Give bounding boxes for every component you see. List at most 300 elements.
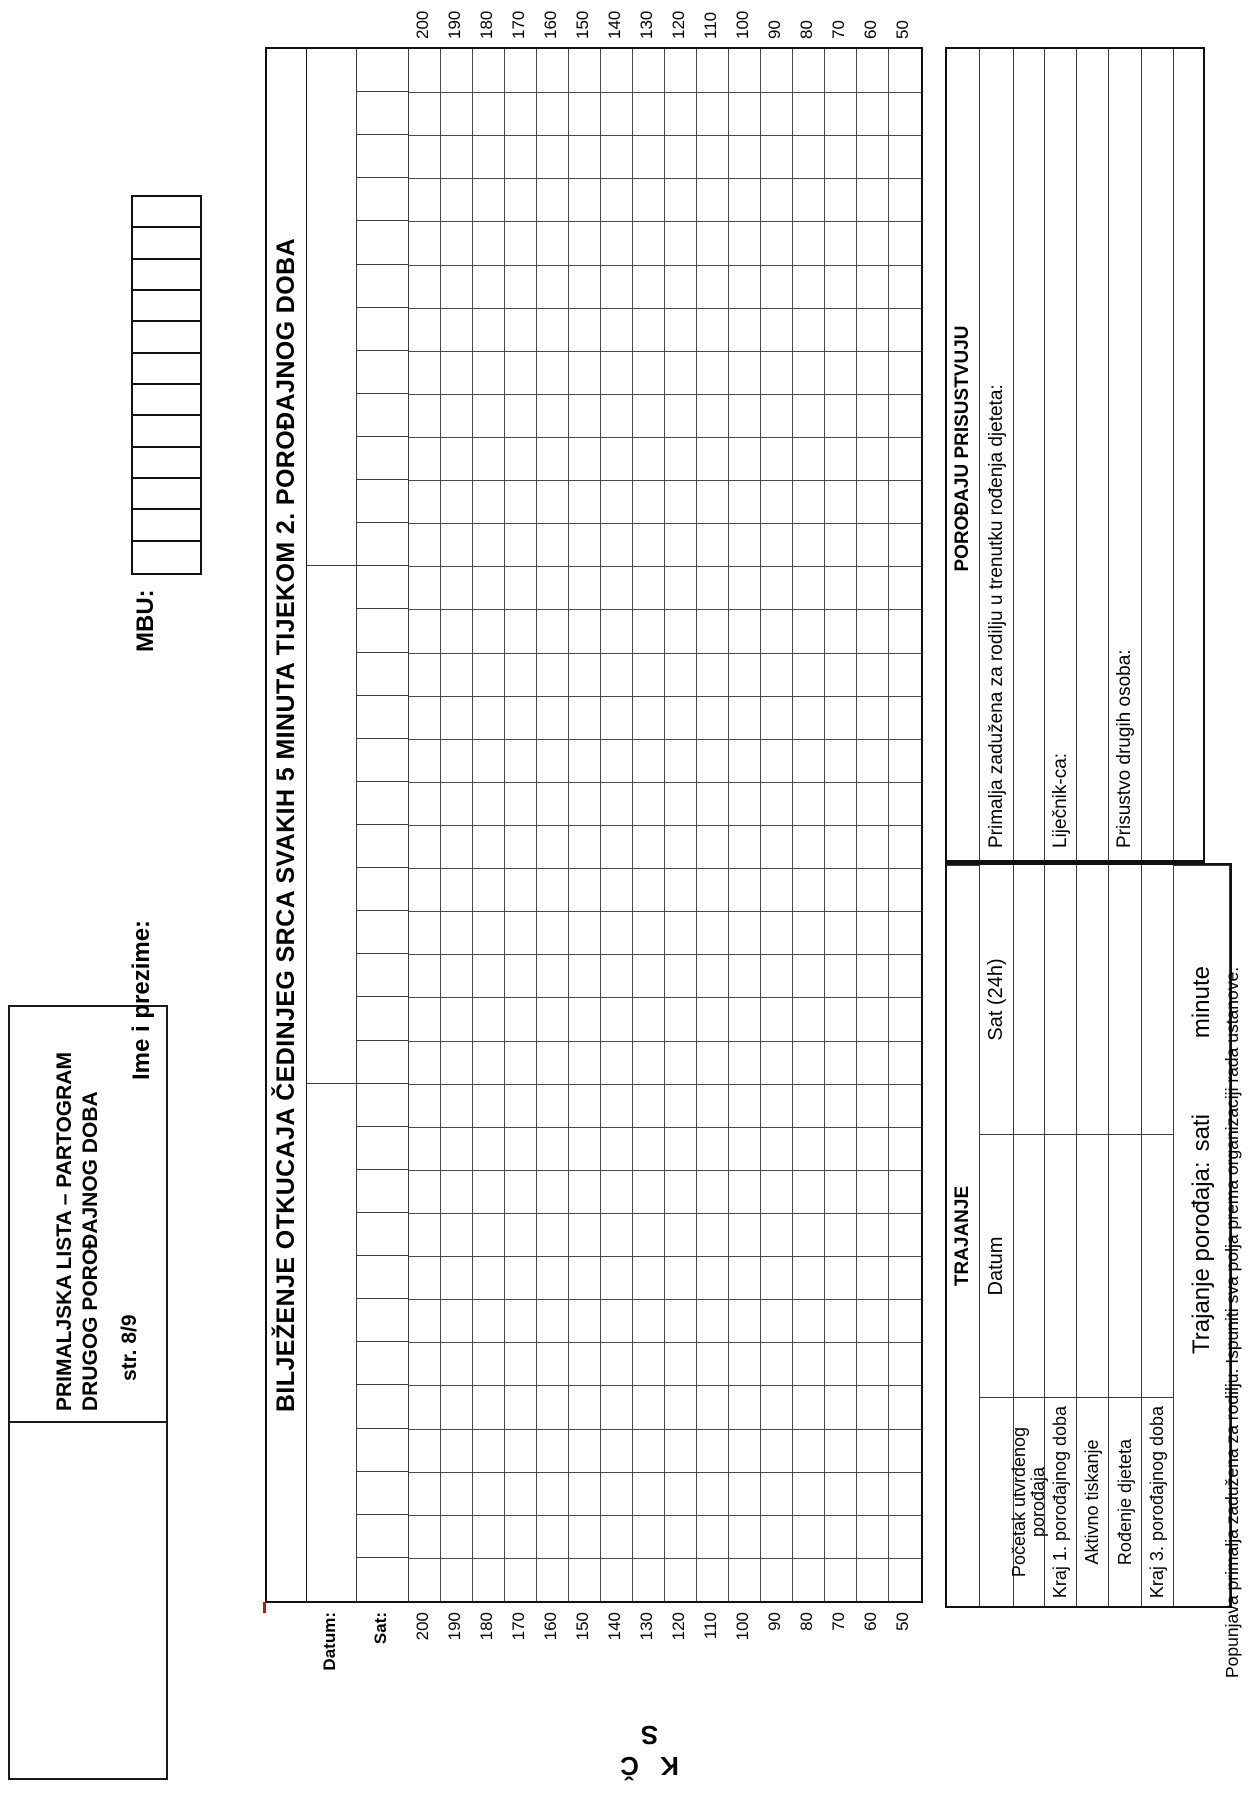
grid-cell[interactable]: [633, 1299, 665, 1342]
grid-cell[interactable]: [697, 1084, 729, 1127]
grid-cell[interactable]: [857, 523, 889, 566]
grid-cell[interactable]: [889, 954, 921, 997]
grid-cell[interactable]: [665, 221, 697, 264]
grid-cell[interactable]: [793, 437, 825, 480]
grid-cell[interactable]: [761, 868, 793, 911]
grid-cell[interactable]: [761, 135, 793, 178]
grid-cell[interactable]: [761, 911, 793, 954]
grid-cell[interactable]: [889, 1429, 921, 1472]
grid-cell[interactable]: [729, 1170, 761, 1213]
trajanje-sat-cell[interactable]: [1142, 865, 1174, 1134]
grid-cell[interactable]: [665, 911, 697, 954]
grid-cell[interactable]: [601, 653, 633, 696]
grid-cell[interactable]: [505, 135, 537, 178]
grid-cell[interactable]: [665, 1515, 697, 1558]
mbu-digit-cell[interactable]: [133, 197, 200, 228]
grid-cell[interactable]: [409, 1299, 441, 1342]
grid-cell[interactable]: [761, 221, 793, 264]
grid-cell[interactable]: [441, 1299, 473, 1342]
grid-cell[interactable]: [569, 1256, 601, 1299]
grid-cell[interactable]: [729, 696, 761, 739]
grid-cell[interactable]: [441, 308, 473, 351]
grid-cell[interactable]: [537, 178, 569, 221]
grid-cell[interactable]: [601, 265, 633, 308]
grid-cell[interactable]: [409, 1084, 441, 1127]
grid-cell[interactable]: [537, 1342, 569, 1385]
grid-cell[interactable]: [889, 1472, 921, 1515]
grid-cell[interactable]: [601, 1385, 633, 1428]
grid-cell[interactable]: [857, 566, 889, 609]
grid-cell[interactable]: [857, 911, 889, 954]
grid-cell[interactable]: [569, 1429, 601, 1472]
grid-cell[interactable]: [537, 825, 569, 868]
grid-cell[interactable]: [569, 868, 601, 911]
sat-time-cell[interactable]: [357, 265, 408, 308]
grid-cell[interactable]: [633, 1041, 665, 1084]
grid-cell[interactable]: [889, 1213, 921, 1256]
grid-cell[interactable]: [441, 1472, 473, 1515]
grid-cell[interactable]: [633, 308, 665, 351]
grid-cell[interactable]: [889, 696, 921, 739]
grid-cell[interactable]: [793, 49, 825, 92]
grid-cell[interactable]: [505, 1256, 537, 1299]
mbu-digit-cell[interactable]: [133, 542, 200, 573]
grid-cell[interactable]: [889, 997, 921, 1040]
grid-cell[interactable]: [505, 1084, 537, 1127]
prisustvuju-write-row[interactable]: [1142, 49, 1174, 860]
grid-cell[interactable]: [537, 954, 569, 997]
grid-cell[interactable]: [825, 1299, 857, 1342]
grid-cell[interactable]: [761, 739, 793, 782]
grid-cell[interactable]: [665, 739, 697, 782]
grid-cell[interactable]: [857, 221, 889, 264]
grid-cell[interactable]: [857, 1429, 889, 1472]
grid-cell[interactable]: [505, 523, 537, 566]
grid-cell[interactable]: [601, 1213, 633, 1256]
grid-cell[interactable]: [441, 609, 473, 652]
grid-cell[interactable]: [569, 653, 601, 696]
grid-cell[interactable]: [761, 1429, 793, 1472]
grid-cell[interactable]: [441, 1213, 473, 1256]
grid-cell[interactable]: [889, 911, 921, 954]
grid-cell[interactable]: [889, 1084, 921, 1127]
grid-cell[interactable]: [857, 178, 889, 221]
grid-cell[interactable]: [409, 1256, 441, 1299]
grid-cell[interactable]: [505, 825, 537, 868]
grid-cell[interactable]: [409, 394, 441, 437]
grid-cell[interactable]: [601, 1127, 633, 1170]
grid-cell[interactable]: [537, 911, 569, 954]
grid-cell[interactable]: [537, 1515, 569, 1558]
grid-cell[interactable]: [697, 739, 729, 782]
grid-cell[interactable]: [473, 1256, 505, 1299]
grid-cell[interactable]: [633, 566, 665, 609]
grid-cell[interactable]: [505, 1127, 537, 1170]
grid-cell[interactable]: [761, 178, 793, 221]
sat-time-cell[interactable]: [357, 1084, 408, 1127]
grid-cell[interactable]: [441, 92, 473, 135]
grid-cell[interactable]: [793, 696, 825, 739]
grid-cell[interactable]: [825, 437, 857, 480]
grid-cell[interactable]: [409, 480, 441, 523]
grid-cell[interactable]: [569, 1472, 601, 1515]
grid-cell[interactable]: [409, 221, 441, 264]
grid-cell[interactable]: [825, 135, 857, 178]
grid-cell[interactable]: [601, 92, 633, 135]
grid-cell[interactable]: [569, 1213, 601, 1256]
grid-cell[interactable]: [409, 997, 441, 1040]
sat-time-cell[interactable]: [357, 954, 408, 997]
grid-cell[interactable]: [537, 997, 569, 1040]
grid-cell[interactable]: [473, 221, 505, 264]
grid-cell[interactable]: [697, 997, 729, 1040]
mbu-digit-cell[interactable]: [133, 354, 200, 385]
grid-cell[interactable]: [857, 1472, 889, 1515]
grid-cell[interactable]: [473, 1213, 505, 1256]
grid-cell[interactable]: [729, 1429, 761, 1472]
grid-cell[interactable]: [697, 351, 729, 394]
grid-cell[interactable]: [537, 1213, 569, 1256]
grid-cell[interactable]: [409, 868, 441, 911]
grid-cell[interactable]: [665, 351, 697, 394]
grid-cell[interactable]: [441, 1342, 473, 1385]
grid-cell[interactable]: [505, 265, 537, 308]
prisustvuju-write-row[interactable]: [1174, 49, 1203, 860]
grid-cell[interactable]: [505, 1515, 537, 1558]
grid-cell[interactable]: [569, 178, 601, 221]
grid-cell[interactable]: [761, 825, 793, 868]
grid-cell[interactable]: [889, 1515, 921, 1558]
grid-cell[interactable]: [537, 609, 569, 652]
grid-cell[interactable]: [761, 1084, 793, 1127]
grid-cell[interactable]: [793, 954, 825, 997]
grid-cell[interactable]: [793, 653, 825, 696]
grid-cell[interactable]: [857, 480, 889, 523]
grid-cell[interactable]: [409, 265, 441, 308]
grid-cell[interactable]: [473, 351, 505, 394]
grid-cell[interactable]: [697, 868, 729, 911]
grid-cell[interactable]: [793, 1558, 825, 1601]
grid-cell[interactable]: [697, 437, 729, 480]
grid-cell[interactable]: [441, 135, 473, 178]
grid-cell[interactable]: [601, 135, 633, 178]
grid-cell[interactable]: [857, 1127, 889, 1170]
grid-cell[interactable]: [537, 351, 569, 394]
grid-cell[interactable]: [761, 351, 793, 394]
sat-time-cell[interactable]: [357, 221, 408, 264]
grid-cell[interactable]: [441, 739, 473, 782]
grid-cell[interactable]: [569, 997, 601, 1040]
grid-cell[interactable]: [729, 480, 761, 523]
grid-cell[interactable]: [857, 135, 889, 178]
grid-cell[interactable]: [665, 954, 697, 997]
grid-cell[interactable]: [697, 178, 729, 221]
grid-cell[interactable]: [473, 782, 505, 825]
prisustvuju-write-row[interactable]: [1014, 49, 1045, 860]
grid-cell[interactable]: [665, 868, 697, 911]
grid-cell[interactable]: [633, 696, 665, 739]
grid-cell[interactable]: [473, 1342, 505, 1385]
sat-time-cell[interactable]: [357, 825, 408, 868]
grid-cell[interactable]: [633, 265, 665, 308]
grid-cell[interactable]: [793, 1342, 825, 1385]
datum-segment-cell[interactable]: [307, 566, 356, 1083]
grid-cell[interactable]: [473, 523, 505, 566]
grid-cell[interactable]: [889, 1127, 921, 1170]
grid-cell[interactable]: [697, 1256, 729, 1299]
grid-cell[interactable]: [665, 308, 697, 351]
grid-cell[interactable]: [537, 739, 569, 782]
grid-cell[interactable]: [857, 308, 889, 351]
grid-cell[interactable]: [889, 566, 921, 609]
grid-cell[interactable]: [729, 566, 761, 609]
grid-cell[interactable]: [633, 911, 665, 954]
grid-cell[interactable]: [761, 1170, 793, 1213]
grid-cell[interactable]: [505, 954, 537, 997]
grid-cell[interactable]: [793, 394, 825, 437]
grid-cell[interactable]: [601, 1342, 633, 1385]
grid-cell[interactable]: [889, 523, 921, 566]
grid-cell[interactable]: [825, 825, 857, 868]
grid-cell[interactable]: [825, 480, 857, 523]
grid-cell[interactable]: [473, 1170, 505, 1213]
grid-cell[interactable]: [537, 480, 569, 523]
grid-cell[interactable]: [569, 1170, 601, 1213]
grid-cell[interactable]: [633, 954, 665, 997]
sat-time-cell[interactable]: [357, 351, 408, 394]
grid-cell[interactable]: [505, 1472, 537, 1515]
grid-cell[interactable]: [601, 178, 633, 221]
grid-cell[interactable]: [825, 1213, 857, 1256]
grid-cell[interactable]: [825, 1084, 857, 1127]
grid-cell[interactable]: [505, 1385, 537, 1428]
grid-cell[interactable]: [505, 394, 537, 437]
grid-cell[interactable]: [761, 92, 793, 135]
grid-cell[interactable]: [505, 782, 537, 825]
grid-cell[interactable]: [665, 1041, 697, 1084]
grid-cell[interactable]: [889, 739, 921, 782]
grid-cell[interactable]: [409, 782, 441, 825]
grid-cell[interactable]: [825, 868, 857, 911]
grid-cell[interactable]: [889, 1385, 921, 1428]
grid-cell[interactable]: [409, 1385, 441, 1428]
grid-cell[interactable]: [633, 480, 665, 523]
grid-cell[interactable]: [889, 437, 921, 480]
grid-cell[interactable]: [633, 437, 665, 480]
grid-cell[interactable]: [601, 739, 633, 782]
mbu-digit-cell[interactable]: [133, 260, 200, 291]
grid-cell[interactable]: [441, 437, 473, 480]
grid-cell[interactable]: [665, 265, 697, 308]
grid-cell[interactable]: [857, 1299, 889, 1342]
grid-cell[interactable]: [537, 265, 569, 308]
grid-cell[interactable]: [601, 782, 633, 825]
grid-cell[interactable]: [761, 696, 793, 739]
grid-cell[interactable]: [825, 1429, 857, 1472]
grid-cell[interactable]: [633, 1127, 665, 1170]
grid-cell[interactable]: [537, 868, 569, 911]
grid-cell[interactable]: [665, 609, 697, 652]
grid-cell[interactable]: [857, 1084, 889, 1127]
grid-cell[interactable]: [889, 265, 921, 308]
sat-time-cell[interactable]: [357, 609, 408, 652]
grid-cell[interactable]: [665, 178, 697, 221]
grid-cell[interactable]: [537, 1256, 569, 1299]
grid-cell[interactable]: [601, 954, 633, 997]
grid-cell[interactable]: [857, 49, 889, 92]
trajanje-sat-cell[interactable]: [1045, 865, 1077, 1134]
grid-cell[interactable]: [601, 394, 633, 437]
grid-cell[interactable]: [825, 1515, 857, 1558]
grid-cell[interactable]: [761, 566, 793, 609]
grid-cell[interactable]: [697, 1558, 729, 1601]
grid-cell[interactable]: [889, 49, 921, 92]
grid-cell[interactable]: [729, 1515, 761, 1558]
grid-cell[interactable]: [697, 1041, 729, 1084]
grid-cell[interactable]: [601, 1170, 633, 1213]
grid-cell[interactable]: [697, 1127, 729, 1170]
grid-cell[interactable]: [569, 739, 601, 782]
sat-time-cell[interactable]: [357, 394, 408, 437]
sat-time-cell[interactable]: [357, 308, 408, 351]
grid-cell[interactable]: [601, 437, 633, 480]
grid-cell[interactable]: [537, 1558, 569, 1601]
grid-cell[interactable]: [473, 178, 505, 221]
grid-cell[interactable]: [569, 265, 601, 308]
grid-cell[interactable]: [761, 394, 793, 437]
grid-cell[interactable]: [633, 394, 665, 437]
grid-cell[interactable]: [825, 49, 857, 92]
grid-cell[interactable]: [537, 437, 569, 480]
grid-cell[interactable]: [889, 394, 921, 437]
grid-cell[interactable]: [569, 523, 601, 566]
mbu-digit-cell[interactable]: [133, 479, 200, 510]
grid-cell[interactable]: [825, 653, 857, 696]
grid-cell[interactable]: [697, 782, 729, 825]
grid-cell[interactable]: [505, 868, 537, 911]
grid-cell[interactable]: [505, 1299, 537, 1342]
grid-cell[interactable]: [441, 265, 473, 308]
grid-cell[interactable]: [569, 825, 601, 868]
grid-cell[interactable]: [569, 1342, 601, 1385]
grid-cell[interactable]: [729, 178, 761, 221]
grid-cell[interactable]: [889, 868, 921, 911]
grid-cell[interactable]: [857, 653, 889, 696]
sat-time-cell[interactable]: [357, 1515, 408, 1558]
grid-cell[interactable]: [665, 92, 697, 135]
grid-cell[interactable]: [601, 308, 633, 351]
grid-cell[interactable]: [793, 221, 825, 264]
grid-cell[interactable]: [633, 1515, 665, 1558]
grid-cell[interactable]: [441, 566, 473, 609]
grid-cell[interactable]: [793, 1213, 825, 1256]
grid-cell[interactable]: [761, 997, 793, 1040]
grid-cell[interactable]: [633, 825, 665, 868]
grid-cell[interactable]: [729, 825, 761, 868]
grid-cell[interactable]: [697, 92, 729, 135]
mbu-digit-cell[interactable]: [133, 510, 200, 541]
grid-cell[interactable]: [633, 523, 665, 566]
grid-cell[interactable]: [857, 1213, 889, 1256]
grid-cell[interactable]: [633, 92, 665, 135]
grid-cell[interactable]: [633, 351, 665, 394]
grid-cell[interactable]: [409, 739, 441, 782]
sat-time-cell[interactable]: [357, 868, 408, 911]
sat-time-cell[interactable]: [357, 696, 408, 739]
grid-cell[interactable]: [697, 135, 729, 178]
grid-cell[interactable]: [889, 1342, 921, 1385]
grid-cell[interactable]: [793, 1256, 825, 1299]
grid-cell[interactable]: [505, 1342, 537, 1385]
grid-cell[interactable]: [761, 437, 793, 480]
grid-cell[interactable]: [441, 653, 473, 696]
sat-time-cell[interactable]: [357, 92, 408, 135]
grid-cell[interactable]: [473, 997, 505, 1040]
grid-cell[interactable]: [793, 911, 825, 954]
grid-cell[interactable]: [697, 653, 729, 696]
grid-cell[interactable]: [857, 997, 889, 1040]
grid-cell[interactable]: [473, 1127, 505, 1170]
grid-cell[interactable]: [537, 566, 569, 609]
grid-cell[interactable]: [441, 954, 473, 997]
grid-cell[interactable]: [441, 911, 473, 954]
grid-cell[interactable]: [537, 1385, 569, 1428]
grid-cell[interactable]: [857, 1558, 889, 1601]
grid-cell[interactable]: [505, 221, 537, 264]
grid-cell[interactable]: [665, 696, 697, 739]
grid-cell[interactable]: [665, 523, 697, 566]
grid-cell[interactable]: [601, 480, 633, 523]
sat-time-cell[interactable]: [357, 437, 408, 480]
grid-cell[interactable]: [665, 135, 697, 178]
grid-cell[interactable]: [665, 1472, 697, 1515]
grid-cell[interactable]: [473, 1041, 505, 1084]
grid-cell[interactable]: [857, 782, 889, 825]
grid-cell[interactable]: [537, 92, 569, 135]
grid-cell[interactable]: [825, 92, 857, 135]
grid-cell[interactable]: [729, 221, 761, 264]
grid-cell[interactable]: [441, 480, 473, 523]
grid-cell[interactable]: [665, 394, 697, 437]
sat-time-cell[interactable]: [357, 49, 408, 92]
grid-cell[interactable]: [729, 523, 761, 566]
grid-cell[interactable]: [441, 49, 473, 92]
grid-cell[interactable]: [441, 782, 473, 825]
grid-cell[interactable]: [793, 1429, 825, 1472]
grid-cell[interactable]: [409, 566, 441, 609]
sat-time-cell[interactable]: [357, 782, 408, 825]
grid-cell[interactable]: [473, 566, 505, 609]
grid-cell[interactable]: [729, 92, 761, 135]
grid-cell[interactable]: [537, 523, 569, 566]
grid-cell[interactable]: [729, 1213, 761, 1256]
grid-cell[interactable]: [697, 1342, 729, 1385]
grid-cell[interactable]: [857, 696, 889, 739]
grid-cell[interactable]: [889, 178, 921, 221]
grid-cell[interactable]: [665, 1170, 697, 1213]
grid-cell[interactable]: [793, 92, 825, 135]
grid-cell[interactable]: [889, 1041, 921, 1084]
grid-cell[interactable]: [825, 1342, 857, 1385]
grid-cell[interactable]: [633, 653, 665, 696]
grid-cell[interactable]: [601, 566, 633, 609]
grid-cell[interactable]: [473, 868, 505, 911]
grid-cell[interactable]: [729, 49, 761, 92]
grid-cell[interactable]: [409, 1429, 441, 1472]
grid-cell[interactable]: [697, 1472, 729, 1515]
grid-cell[interactable]: [601, 1515, 633, 1558]
grid-cell[interactable]: [697, 1213, 729, 1256]
